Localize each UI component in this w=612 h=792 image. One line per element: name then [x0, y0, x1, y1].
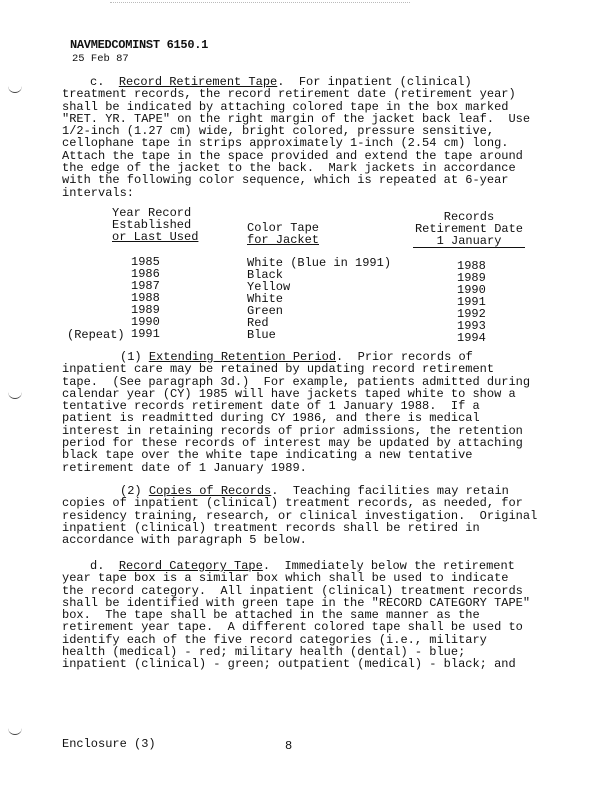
color-cell: White (Blue in 1991): [247, 256, 392, 270]
color-cell: Red: [247, 316, 269, 330]
text-line: residency training, research, or clinical investigation. Original: [62, 508, 538, 523]
header-line: 1 January: [413, 235, 525, 248]
text-line: patient is readmitted during CY 1986, and there is medical: [62, 411, 480, 426]
text-segment: . Teaching facilities may retain: [271, 484, 509, 498]
color-cell: Yellow: [247, 280, 291, 294]
retirement-year-cell: 1992: [457, 307, 486, 321]
text-line: retirement year tape. A different colored tape shall be used to: [62, 620, 523, 635]
retirement-year-column: [457, 260, 486, 344]
retirement-year-cell: 1993: [457, 319, 486, 333]
text-line: treatment records, the record retirement date (retirement year): [62, 87, 516, 102]
header-line: Records: [443, 210, 495, 224]
text-line: Attach the tape in the space provided and extend the tape around: [62, 148, 523, 163]
margin-mark: [8, 392, 22, 399]
color-cell: Green: [247, 304, 284, 318]
header-line: for Jacket: [247, 233, 320, 247]
retirement-year-cell: 1988: [457, 259, 486, 273]
text-segment: c.: [90, 75, 119, 89]
text-line: accordance with paragraph 5 below.: [62, 533, 307, 548]
text-line: intervals:: [62, 185, 135, 200]
footer-enclosure: Enclosure (3): [62, 737, 156, 751]
retirement-year-cell: 1989: [457, 271, 486, 285]
text-line: period for these records of interest may be updated by attaching: [62, 436, 523, 451]
paragraph-heading: Copies of Records: [148, 484, 272, 498]
header-line: Color Tape: [247, 221, 320, 235]
paragraph-heading: Record Category Tape: [118, 559, 263, 573]
year-cell: 1988: [131, 291, 160, 305]
scan-artifact-line: [110, 2, 410, 3]
header-year-established: [112, 207, 198, 243]
paragraph-d-record-category-tape: [62, 560, 530, 671]
text-segment: (2): [120, 484, 149, 498]
text-line: retirement date of 1 January 1989.: [62, 460, 307, 475]
header-line: Year Record: [112, 206, 192, 220]
document-id: NAVMEDCOMINST 6150.1: [70, 38, 209, 52]
text-segment: (1): [120, 350, 149, 364]
repeat-label: (Repeat): [67, 328, 125, 342]
text-line: shall be indicated by attaching colored tape in the box marked: [62, 99, 509, 114]
text-line: tape. (See paragraph 3d.) For example, patients admitted during: [62, 374, 531, 389]
text-line: box. The tape shall be attached in the same manner as the: [62, 608, 480, 623]
text-line: calendar year (CY) 1985 will have jackets taped white to show a: [62, 386, 516, 401]
color-cell: White: [247, 292, 284, 306]
text-line: copies of inpatient (clinical) treatment records, as needed, for: [62, 496, 523, 511]
header-line: Retirement Date: [414, 222, 524, 236]
text-segment: . For inpatient (clinical): [277, 75, 472, 89]
text-line: with the following color sequence, which is repeated at 6-year: [62, 173, 509, 188]
color-cell: Blue: [247, 328, 276, 342]
text-line: cellophane tape in strips approximately 1-inch (2.54 cm) long.: [62, 136, 509, 151]
paragraph-2-copies-of-records: [62, 485, 537, 546]
header-color-tape: [247, 222, 319, 246]
header-line: Established: [112, 218, 192, 232]
retirement-year-cell: 1994: [457, 331, 486, 345]
year-column: [131, 256, 160, 340]
year-cell: 1989: [131, 303, 160, 317]
text-segment: . Prior records of: [336, 350, 473, 364]
margin-mark: [8, 86, 22, 93]
page-number: 8: [285, 739, 293, 753]
document-date: 25 Feb 87: [72, 53, 129, 65]
color-cell: Black: [247, 268, 284, 282]
text-line: inpatient care may be retained by updating record retirement: [62, 362, 495, 377]
paragraph-c-record-retirement-tape: [62, 76, 530, 199]
text-line: identify each of the five record categories (i.e., military: [62, 632, 487, 647]
year-cell: 1991: [131, 327, 160, 341]
text-line: shall be identified with green tape in the "RECORD CATEGORY TAPE": [62, 595, 531, 610]
margin-mark: [8, 728, 22, 735]
color-column: [247, 257, 391, 341]
header-retirement-date: [413, 211, 525, 248]
text-line: year tape box is a similar box which shall be used to indicate: [62, 571, 509, 586]
retirement-year-cell: 1990: [457, 283, 486, 297]
text-line: health (medical) - red; military health (dental) - blue;: [62, 645, 466, 660]
text-line: "RET. YR. TAPE" on the right margin of the jacket back leaf. Use: [62, 111, 531, 126]
year-cell: 1990: [131, 315, 160, 329]
text-line: 1/2-inch (1.27 cm) wide, bright colored, pressure sensitive,: [62, 124, 495, 139]
text-line: the edge of the jacket to the back. Mark jackets in accordance: [62, 161, 516, 176]
paragraph-heading: Extending Retention Period: [148, 350, 337, 364]
text-line: inpatient (clinical) - green; outpatient (medical) - black; and: [62, 657, 516, 672]
text-line: the record category. All inpatient (clinical) treatment records: [62, 583, 523, 598]
paragraph-1-extending-retention: [62, 351, 530, 474]
year-cell: 1986: [131, 267, 160, 281]
header-line: or Last Used: [112, 230, 199, 244]
year-cell: 1987: [131, 279, 160, 293]
paragraph-heading: Record Retirement Tape: [118, 75, 278, 89]
text-line: inpatient (clinical) treatment records shall be retired in: [62, 520, 480, 535]
retirement-year-cell: 1991: [457, 295, 486, 309]
text-line: tentative records retirement date of 1 January 1988. If a: [62, 399, 480, 414]
text-line: black tape over the white tape indicating a new tentative: [62, 448, 473, 463]
text-segment: . Immediately below the retirement: [262, 559, 515, 573]
text-segment: d.: [90, 559, 119, 573]
text-line: interest in retaining records of prior admissions, the retention: [62, 423, 523, 438]
year-cell: 1985: [131, 255, 160, 269]
